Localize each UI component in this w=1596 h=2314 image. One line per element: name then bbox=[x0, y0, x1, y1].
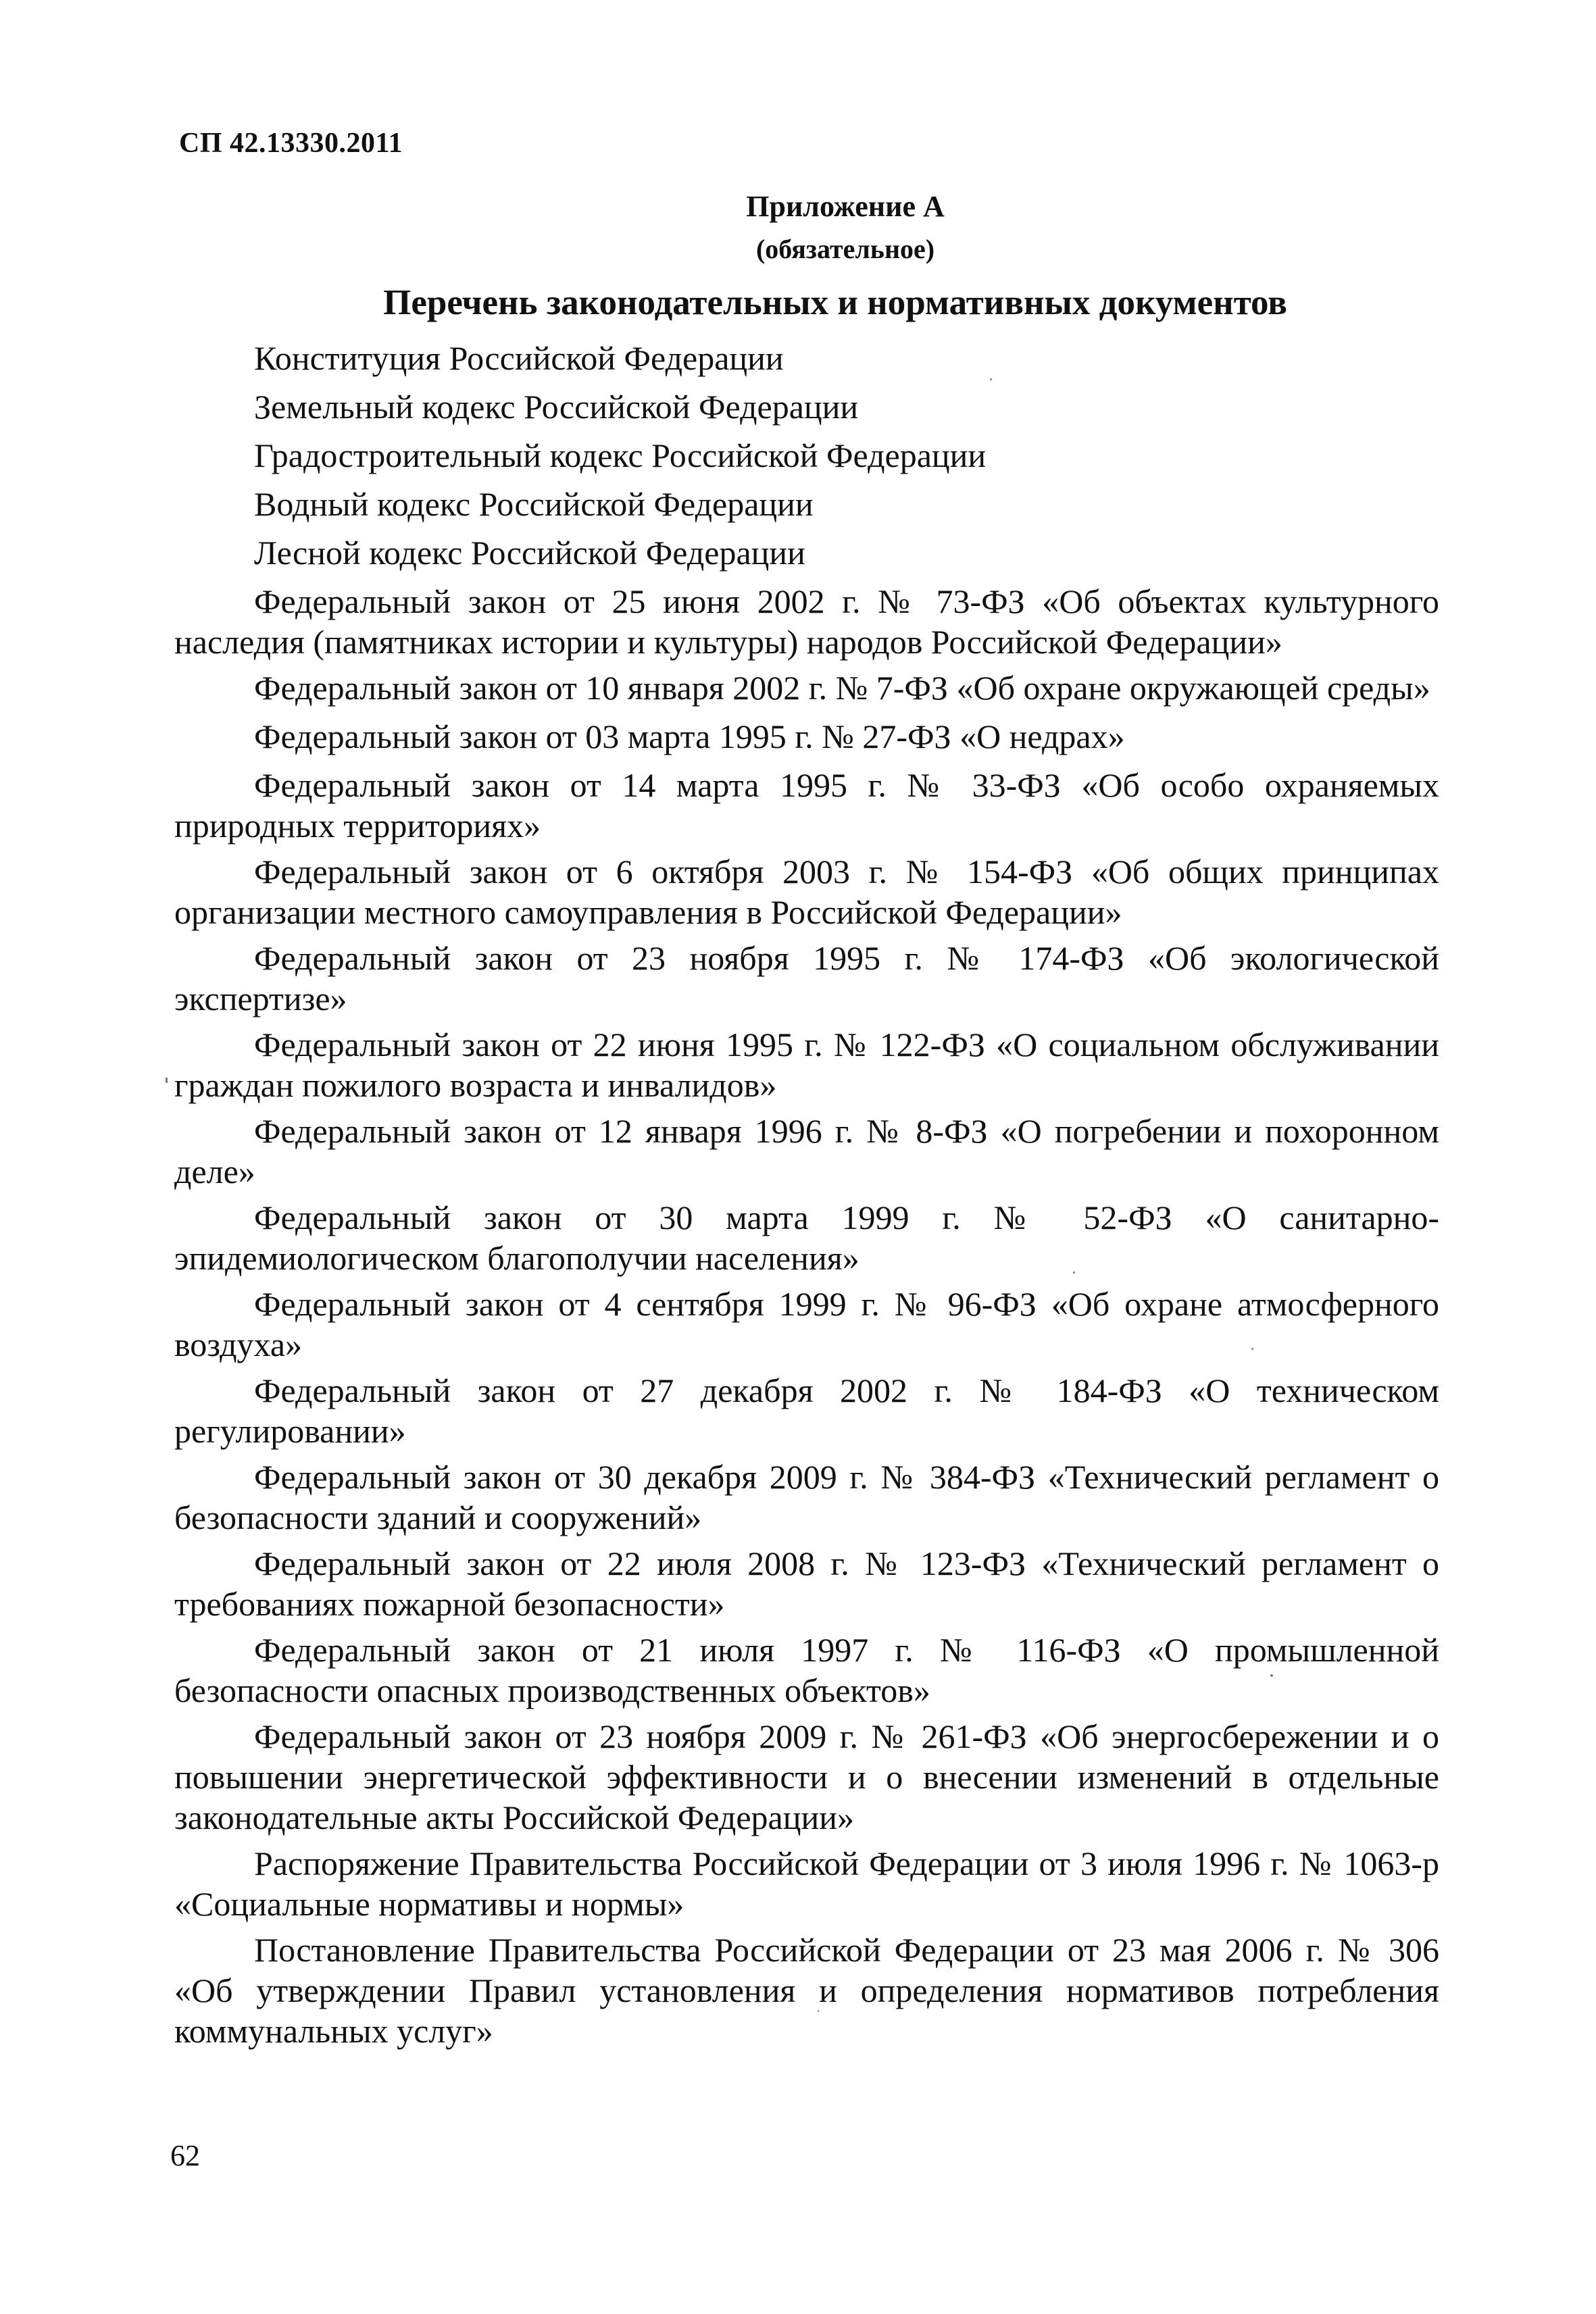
list-item: Федеральный закон от 30 декабря 2009 г. № 384-ФЗ «Технический регламент о безопасности зданий и сооружений» bbox=[174, 1458, 1439, 1536]
list-item: Федеральный закон от 12 января 1996 г. № 8-ФЗ «О погребении и похоронном деле» bbox=[174, 1112, 1439, 1190]
list-item: Федеральный закон от 22 июля 2008 г. № 123-ФЗ «Технический регламент о требованиях пожарной безопасности» bbox=[174, 1544, 1439, 1623]
list-item: Федеральный закон от 30 марта 1999 г. № 52-ФЗ «О санитарно-эпидемиологическом благополучии населения» bbox=[174, 1199, 1439, 1277]
list-item: Федеральный закон от 21 июля 1997 г. № 116-ФЗ «О промышленной безопасности опасных производственных объектов» bbox=[174, 1631, 1439, 1709]
list-item: Градостроительный кодекс Российской Федерации bbox=[254, 436, 987, 474]
list-item: Земельный кодекс Российской Федерации bbox=[254, 388, 859, 426]
list-item: Федеральный закон от 14 марта 1995 г. № 33-ФЗ «Об особо охраняемых природных территориях» bbox=[174, 766, 1439, 845]
list-item: Федеральный закон от 6 октября 2003 г. № 154-ФЗ «Об общих принципах организации местного самоуправления в Российской Федерации» bbox=[174, 853, 1439, 931]
list-item: Конституция Российской Федерации bbox=[254, 339, 784, 377]
scan-speck bbox=[1073, 1272, 1075, 1274]
list-item: Федеральный закон от 22 июня 1995 г. № 122-ФЗ «О социальном обслуживании граждан пожилого возраста и инвалидов» bbox=[174, 1026, 1439, 1104]
documents-list bbox=[174, 338, 1439, 2057]
scan-speck bbox=[818, 2010, 819, 2012]
list-item: Федеральный закон от 27 декабря 2002 г. № 184-ФЗ «О техническом регулировании» bbox=[174, 1372, 1439, 1450]
list-item: Постановление Правительства Российской Федерации от 23 мая 2006 г. № 306 «Об утверждении Правил установления и определения нормативов потребления коммунальных услуг» bbox=[174, 1931, 1439, 2050]
scan-speck bbox=[990, 378, 992, 380]
list-item: Распоряжение Правительства Российской Федерации от 3 июля 1996 г. № 1063-р «Социальные нормативы и нормы» bbox=[174, 1844, 1439, 1923]
scan-speck bbox=[1251, 1348, 1253, 1350]
appendix-status: (обязательное) bbox=[755, 234, 935, 264]
list-item: Федеральный закон от 23 ноября 1995 г. № 174-ФЗ «Об экологической экспертизе» bbox=[174, 939, 1439, 1017]
list-item: Федеральный закон от 25 июня 2002 г. № 73-ФЗ «Об объектах культурного наследия (памятниках истории и культуры) народов Российской Федерации» bbox=[174, 582, 1439, 661]
list-item: Федеральный закон от 23 ноября 2009 г. № 261-ФЗ «Об энергосбережении и о повышении энергетической эффективности и о внесении изменений в отдельные законодательные акты Российской Федерации» bbox=[174, 1717, 1439, 1836]
page-number: 62 bbox=[170, 2139, 200, 2172]
appendix-title: Приложение А bbox=[746, 190, 945, 223]
list-item: Федеральный закон от 4 сентября 1999 г. № 96-ФЗ «Об охране атмосферного воздуха» bbox=[174, 1285, 1439, 1363]
list-item: Водный кодекс Российской Федерации bbox=[254, 485, 814, 523]
scan-speck bbox=[166, 1078, 168, 1083]
document-code: СП 42.13330.2011 bbox=[179, 128, 403, 159]
list-item: Лесной кодекс Российской Федерации bbox=[254, 534, 805, 572]
list-heading: Перечень законодательных и нормативных документов bbox=[383, 283, 1287, 322]
scan-speck bbox=[1270, 1674, 1273, 1677]
list-item: Федеральный закон от 03 марта 1995 г. № 27-ФЗ «О недрах» bbox=[254, 718, 1125, 755]
list-item: Федеральный закон от 10 января 2002 г. № 7-ФЗ «Об охране окружающей среды» bbox=[254, 669, 1430, 707]
